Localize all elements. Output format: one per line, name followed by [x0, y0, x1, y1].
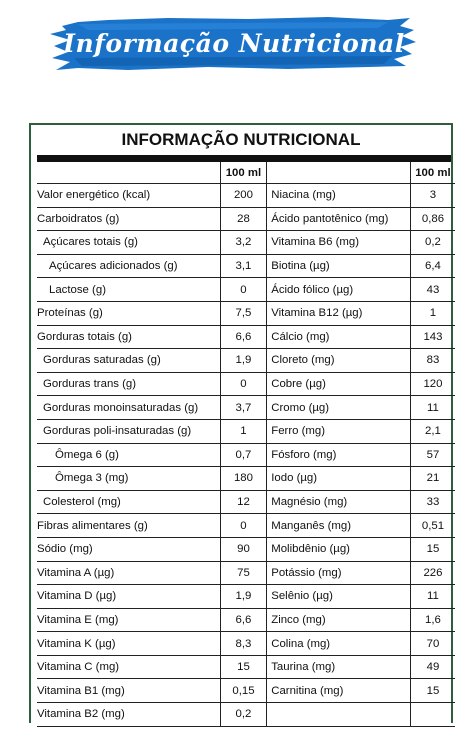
nutrient-value: 70 — [410, 632, 455, 656]
table-header-row — [37, 162, 455, 184]
table-row — [37, 231, 455, 255]
nutrient-name: Manganês (mg) — [267, 514, 411, 538]
nutrient-name: Cromo (µg) — [267, 396, 411, 420]
table-row — [37, 561, 455, 585]
table-row — [37, 514, 455, 538]
nutrient-value: 0,51 — [410, 514, 455, 538]
nutrient-value: 200 — [220, 184, 267, 208]
nutrient-name: Ômega 6 (g) — [37, 443, 220, 467]
nutrient-name: Sódio (mg) — [37, 537, 220, 561]
nutrient-name: Zinco (mg) — [267, 608, 411, 632]
table-row — [37, 537, 455, 561]
nutrient-name: Gorduras saturadas (g) — [37, 349, 220, 373]
nutrient-value: 15 — [220, 655, 267, 679]
nutrient-name: Vitamina B2 (mg) — [37, 703, 220, 727]
column-header-right: 100 ml — [410, 162, 455, 184]
nutrient-value: 226 — [410, 561, 455, 585]
nutrient-name: Iodo (µg) — [267, 467, 411, 491]
nutrient-name: Ômega 3 (mg) — [37, 467, 220, 491]
nutrient-value: 1,6 — [410, 608, 455, 632]
nutrient-name: Cloreto (mg) — [267, 349, 411, 373]
nutrient-name — [267, 703, 411, 727]
nutrient-name: Vitamina E (mg) — [37, 608, 220, 632]
nutrient-name: Ácido fólico (µg) — [267, 278, 411, 302]
nutrient-name: Potássio (mg) — [267, 561, 411, 585]
nutrient-name: Cálcio (mg) — [267, 325, 411, 349]
nutrient-value: 6,6 — [220, 608, 267, 632]
nutrient-name: Vitamina K (µg) — [37, 632, 220, 656]
nutrient-value: 3,7 — [220, 396, 267, 420]
nutrient-value: 83 — [410, 349, 455, 373]
table-row — [37, 608, 455, 632]
table-row — [37, 207, 455, 231]
nutrient-value: 0,15 — [220, 679, 267, 703]
nutrient-value: 15 — [410, 679, 455, 703]
nutrient-value: 0,2 — [220, 703, 267, 727]
nutrient-name: Ácido pantotênico (mg) — [267, 207, 411, 231]
nutrient-value: 11 — [410, 585, 455, 609]
table-row — [37, 301, 455, 325]
nutrient-value: 1,9 — [220, 349, 267, 373]
table-row — [37, 703, 455, 727]
nutrient-name: Carboidratos (g) — [37, 207, 220, 231]
nutrient-name: Fibras alimentares (g) — [37, 514, 220, 538]
nutrient-value: 0 — [220, 278, 267, 302]
nutrient-value: 143 — [410, 325, 455, 349]
nutrient-value: 1 — [410, 301, 455, 325]
nutrient-value: 2,1 — [410, 419, 455, 443]
nutrient-name: Niacina (mg) — [267, 184, 411, 208]
table-row — [37, 349, 455, 373]
table-row — [37, 443, 455, 467]
nutrient-name: Carnitina (mg) — [267, 679, 411, 703]
nutrient-value: 0,7 — [220, 443, 267, 467]
nutrient-value: 0 — [220, 372, 267, 396]
nutrient-name: Açúcares totais (g) — [37, 231, 220, 255]
table-row — [37, 184, 455, 208]
nutrient-name: Vitamina A (µg) — [37, 561, 220, 585]
nutrient-name: Colina (mg) — [267, 632, 411, 656]
banner-title: Informação Nutricional — [63, 28, 405, 58]
table-row — [37, 372, 455, 396]
nutrient-value: 11 — [410, 396, 455, 420]
nutrient-value: 0,86 — [410, 207, 455, 231]
nutrient-value: 120 — [410, 372, 455, 396]
nutrient-value: 28 — [220, 207, 267, 231]
header-blank-right — [267, 162, 411, 184]
table-row — [37, 419, 455, 443]
nutrient-value: 49 — [410, 655, 455, 679]
nutrient-name: Vitamina B6 (mg) — [267, 231, 411, 255]
nutrition-table — [37, 162, 455, 727]
nutrient-value: 75 — [220, 561, 267, 585]
nutrition-table-panel — [29, 123, 453, 723]
table-row — [37, 585, 455, 609]
nutrient-value: 0,2 — [410, 231, 455, 255]
nutrient-value — [410, 703, 455, 727]
table-row — [37, 325, 455, 349]
table-title: INFORMAÇÃO NUTRICIONAL — [121, 130, 361, 149]
header-banner — [48, 14, 420, 72]
nutrient-value: 3,1 — [220, 254, 267, 278]
nutrient-name: Proteínas (g) — [37, 301, 220, 325]
table-row — [37, 490, 455, 514]
nutrient-value: 3,2 — [220, 231, 267, 255]
nutrient-name: Vitamina D (µg) — [37, 585, 220, 609]
nutrient-value: 1,9 — [220, 585, 267, 609]
table-row — [37, 396, 455, 420]
nutrient-value: 3 — [410, 184, 455, 208]
nutrient-value: 57 — [410, 443, 455, 467]
nutrient-value: 90 — [220, 537, 267, 561]
nutrient-name: Vitamina B1 (mg) — [37, 679, 220, 703]
table-row — [37, 467, 455, 491]
nutrient-name: Magnésio (mg) — [267, 490, 411, 514]
nutrient-name: Gorduras poli-insaturadas (g) — [37, 419, 220, 443]
nutrient-value: 1 — [220, 419, 267, 443]
nutrient-value: 8,3 — [220, 632, 267, 656]
nutrient-value: 12 — [220, 490, 267, 514]
nutrient-value: 180 — [220, 467, 267, 491]
nutrient-name: Gorduras trans (g) — [37, 372, 220, 396]
table-row — [37, 254, 455, 278]
nutrient-name: Valor energético (kcal) — [37, 184, 220, 208]
table-row — [37, 655, 455, 679]
nutrient-value: 15 — [410, 537, 455, 561]
nutrient-name: Vitamina B12 (µg) — [267, 301, 411, 325]
nutrient-name: Molibdênio (µg) — [267, 537, 411, 561]
nutrient-name: Cobre (µg) — [267, 372, 411, 396]
nutrient-name: Biotina (µg) — [267, 254, 411, 278]
column-header-left: 100 ml — [220, 162, 267, 184]
nutrient-name: Fósforo (mg) — [267, 443, 411, 467]
nutrient-name: Lactose (g) — [37, 278, 220, 302]
nutrient-value: 7,5 — [220, 301, 267, 325]
nutrient-value: 21 — [410, 467, 455, 491]
nutrient-name: Vitamina C (mg) — [37, 655, 220, 679]
nutrient-name: Gorduras monoinsaturadas (g) — [37, 396, 220, 420]
nutrient-name: Taurina (mg) — [267, 655, 411, 679]
table-row — [37, 278, 455, 302]
nutrient-name: Selênio (µg) — [267, 585, 411, 609]
nutrient-value: 33 — [410, 490, 455, 514]
nutrient-name: Colesterol (mg) — [37, 490, 220, 514]
nutrient-value: 43 — [410, 278, 455, 302]
nutrient-value: 0 — [220, 514, 267, 538]
header-blank-left — [37, 162, 220, 184]
nutrient-name: Gorduras totais (g) — [37, 325, 220, 349]
nutrient-name: Ferro (mg) — [267, 419, 411, 443]
table-row — [37, 632, 455, 656]
nutrient-name: Açúcares adicionados (g) — [37, 254, 220, 278]
nutrient-value: 6,6 — [220, 325, 267, 349]
table-row — [37, 679, 455, 703]
title-divider-bar — [37, 155, 451, 162]
nutrient-value: 6,4 — [410, 254, 455, 278]
